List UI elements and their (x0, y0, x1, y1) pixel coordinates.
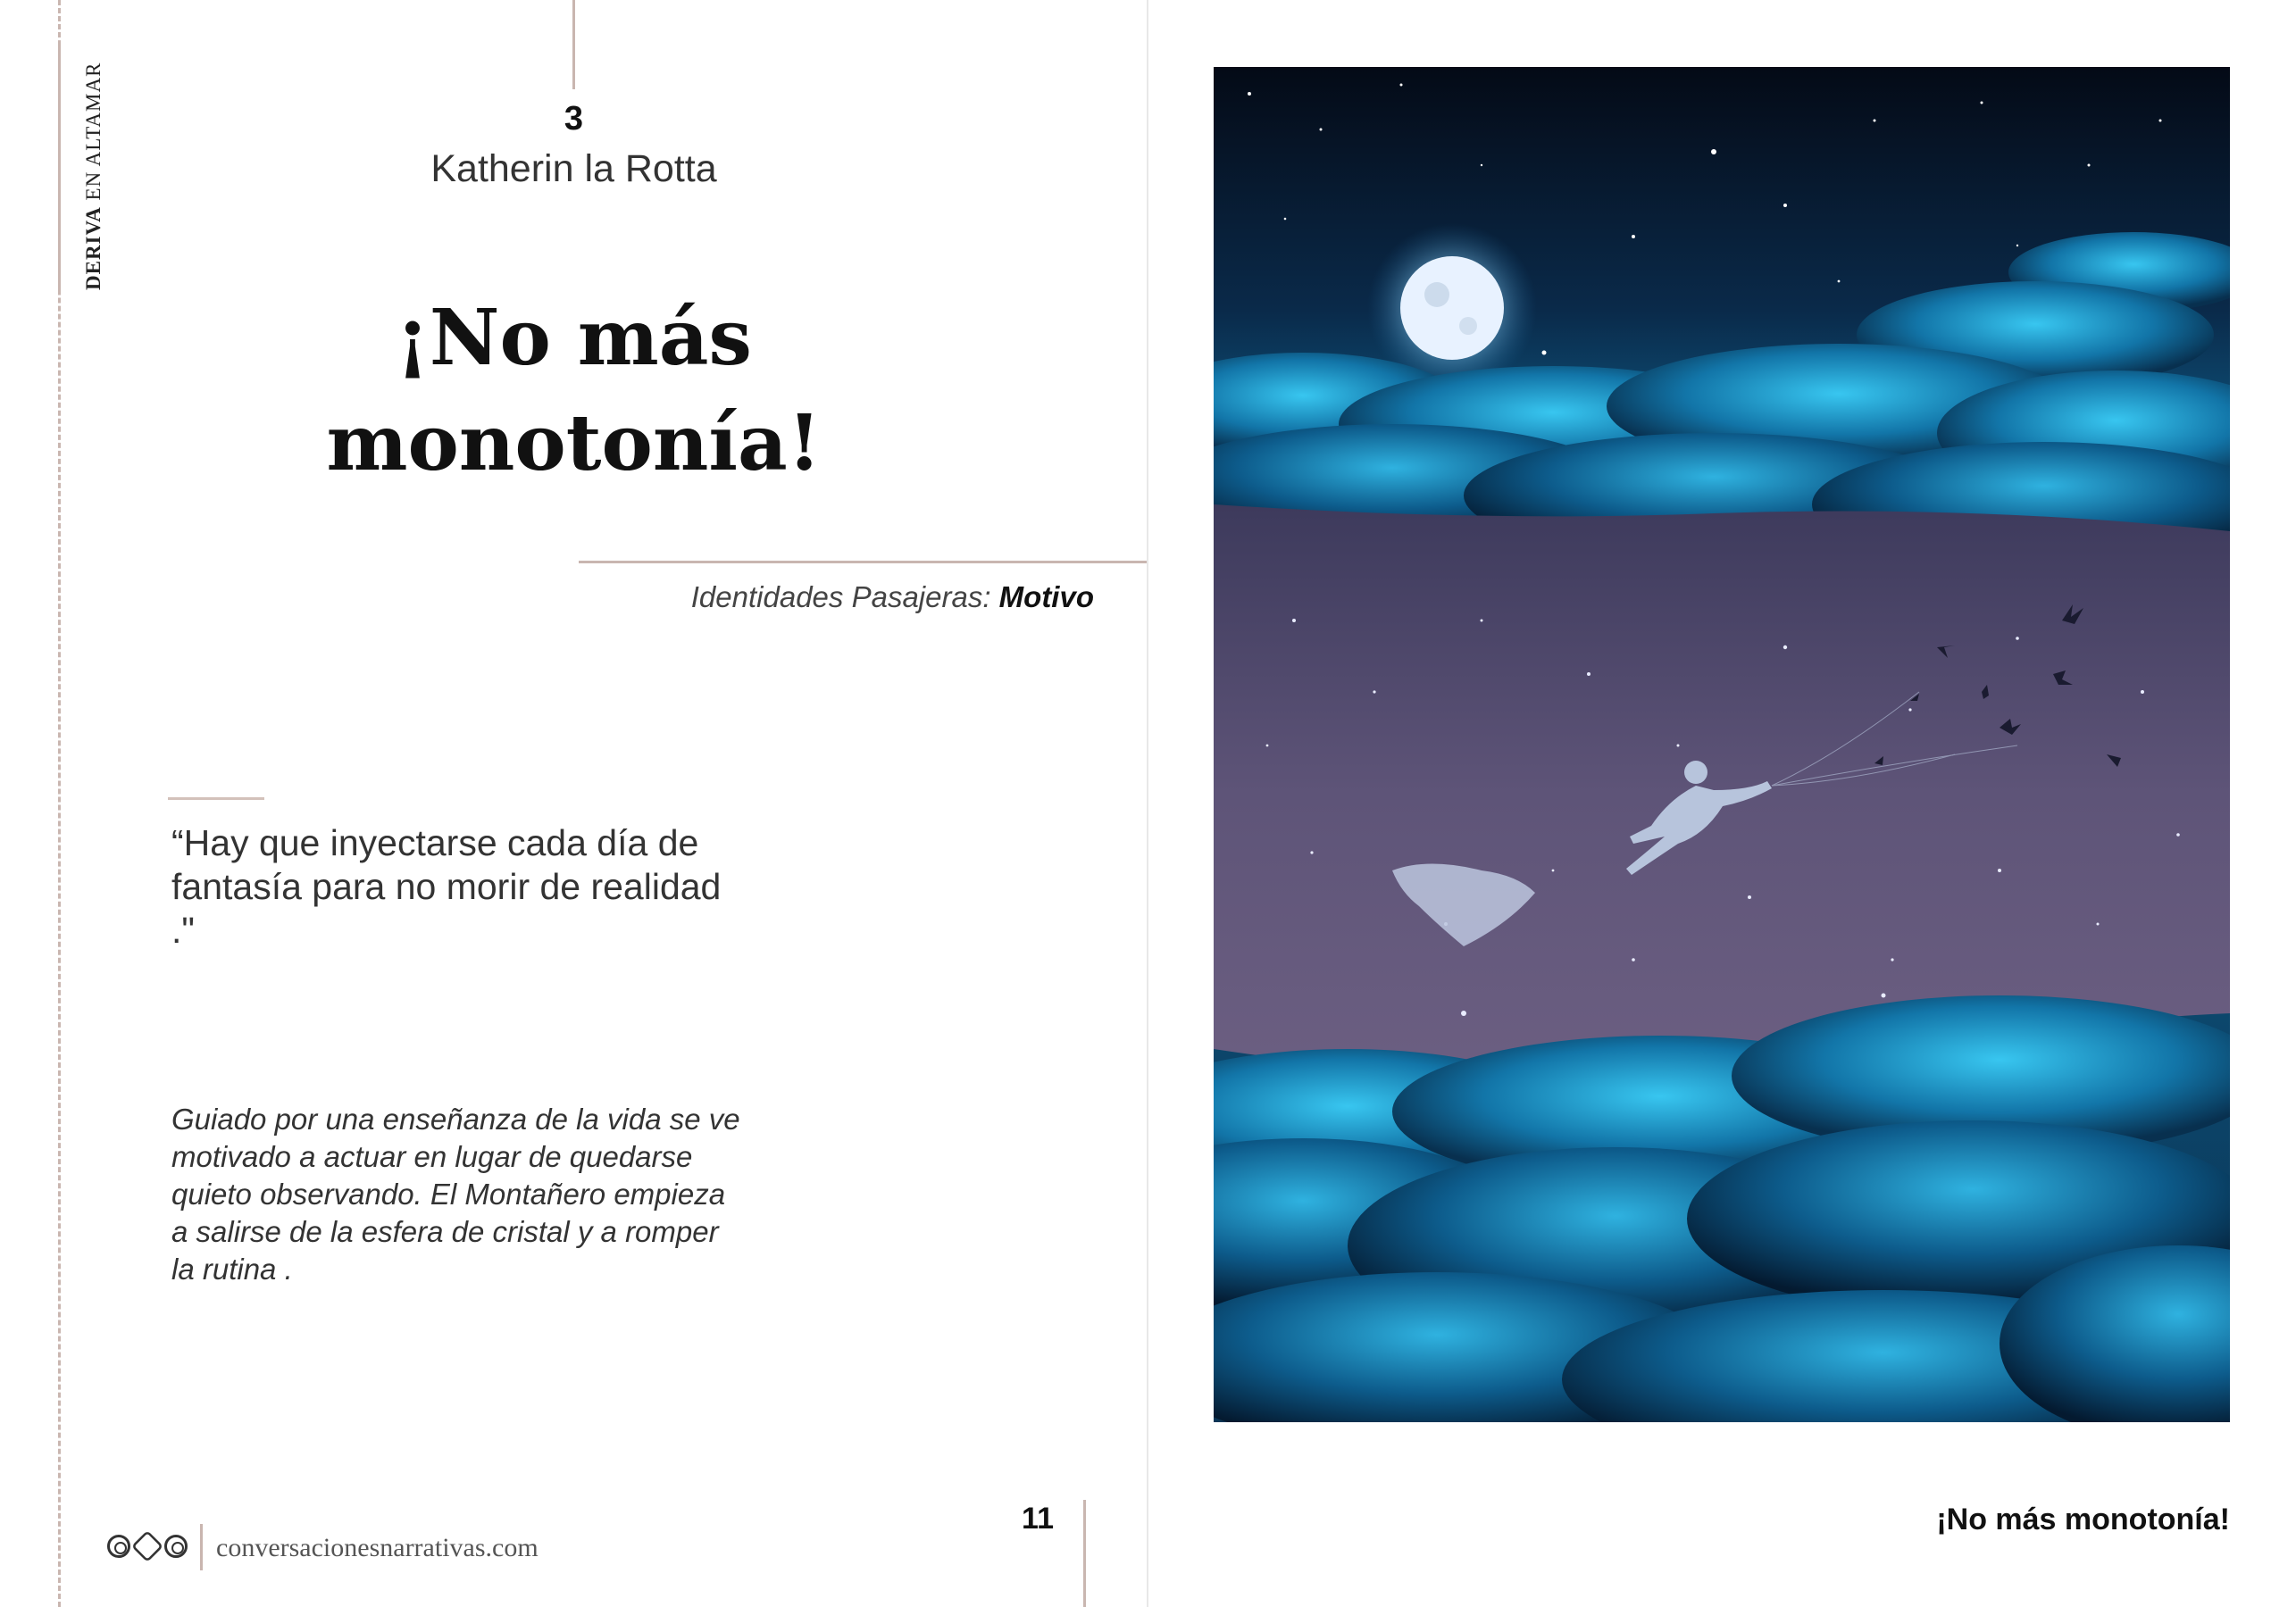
page-number: 11 (1022, 1502, 1054, 1536)
chapter-number: 3 (564, 100, 584, 137)
description-paragraph: Guiado por una enseñanza de la vida se ve motivado a actuar en lugar de quedarse quieto observando. El Montañero empieza a salirse de la esfera de cristal y a romper la rutina . (171, 1103, 740, 1286)
bottom-cloud-layer (1214, 995, 2230, 1422)
running-footer-title: ¡No más monotonía! (1936, 1503, 2230, 1536)
title-line-1: ¡No más (396, 293, 752, 383)
footer-website: conversacionesnarrativas.com (216, 1533, 539, 1562)
section-rule (579, 561, 1148, 563)
author-name: Katherin la Rotta (430, 147, 717, 190)
footer-separator (200, 1524, 203, 1570)
section-label (691, 580, 1094, 614)
moon (1400, 256, 1504, 360)
page-number-rule (1083, 1500, 1086, 1607)
section-value: Motivo (998, 580, 1094, 613)
publisher-logo-icon (107, 1533, 188, 1560)
night-sky-illustration (1214, 67, 2230, 1422)
hexagon-icon (131, 1530, 163, 1562)
top-tick-rule (572, 0, 575, 89)
running-head-bold: DERIVA (82, 206, 104, 290)
running-head-rest: EN ALTAMAR (82, 62, 104, 207)
circle-icon (107, 1535, 130, 1558)
circle-icon (164, 1535, 188, 1558)
epigraph-quote: “Hay que inyectarse cada día de fantasía para no morir de realidad ." (171, 822, 722, 951)
section-label-text: Identidades Pasajeras: (690, 580, 991, 613)
page-title (250, 286, 898, 496)
title-line-2: monotonía! (326, 398, 822, 488)
illustration-svg (1214, 67, 2230, 1422)
quote-rule (168, 797, 264, 800)
